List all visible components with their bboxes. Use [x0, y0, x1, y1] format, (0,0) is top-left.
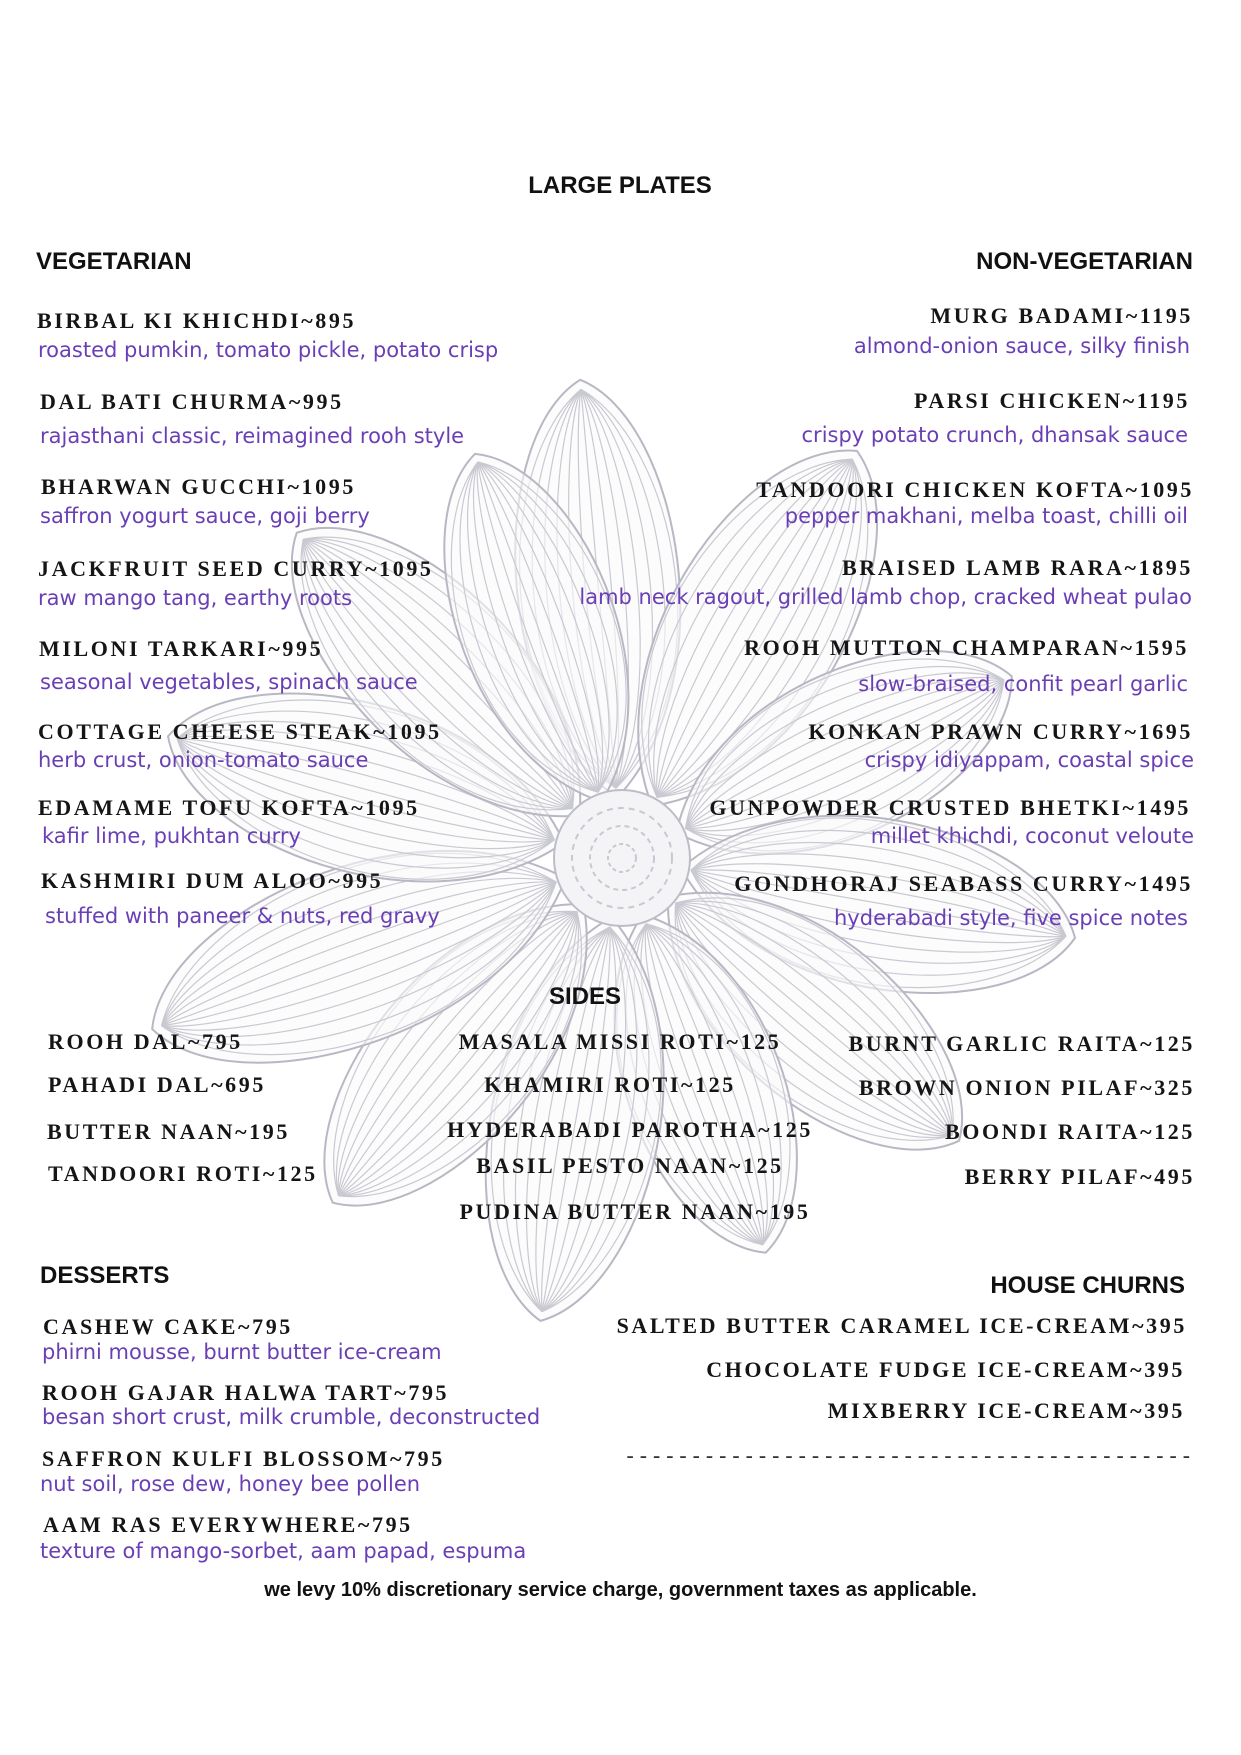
side-item: PAHADI DAL~695	[48, 1072, 266, 1097]
nonveg-item-name: MURG BADAMI~1195	[930, 303, 1193, 328]
side-item: BURNT GARLIC RAITA~125	[848, 1031, 1195, 1056]
veg-item-desc: stuffed with paneer & nuts, red gravy	[45, 904, 440, 928]
side-item: MASALA MISSI ROTI~125	[458, 1029, 782, 1054]
dessert-item-name: CASHEW CAKE~795	[43, 1314, 293, 1339]
house-churns-heading: HOUSE CHURNS	[990, 1272, 1185, 1299]
veg-item-desc: rajasthani classic, reimagined rooh style	[40, 424, 465, 448]
side-item: BERRY PILAF~495	[964, 1164, 1195, 1189]
service-charge-note: we levy 10% discretionary service charge, government taxes as applicable.	[264, 1579, 977, 1601]
nonveg-item-name: GONDHORAJ SEABASS CURRY~1495	[734, 871, 1193, 896]
veg-item-desc: raw mango tang, earthy roots	[38, 586, 353, 610]
side-item: KHAMIRI ROTI~125	[484, 1072, 736, 1097]
veg-item-desc: roasted pumkin, tomato pickle, potato crisp	[38, 338, 499, 362]
sides-heading: SIDES	[548, 983, 622, 1010]
nonveg-item-name: GUNPOWDER CRUSTED BHETKI~1495	[709, 795, 1191, 820]
veg-item-name: JACKFRUIT SEED CURRY~1095	[38, 556, 434, 581]
side-item: PUDINA BUTTER NAAN~195	[459, 1199, 811, 1224]
dessert-item-desc: nut soil, rose dew, honey bee pollen	[40, 1472, 421, 1496]
page-title: LARGE PLATES	[528, 172, 712, 199]
nonveg-item-name: KONKAN PRAWN CURRY~1695	[808, 719, 1193, 744]
veg-item-name: BHARWAN GUCCHI~1095	[41, 474, 356, 499]
veg-item-name: EDAMAME TOFU KOFTA~1095	[38, 795, 420, 820]
veg-item-desc: kafir lime, pukhtan curry	[42, 824, 301, 848]
veg-item-desc: seasonal vegetables, spinach sauce	[40, 670, 418, 694]
churn-item: SALTED BUTTER CARAMEL ICE-CREAM~395	[616, 1313, 1187, 1338]
nonveg-item-name: PARSI CHICKEN~1195	[913, 388, 1190, 413]
veg-item-name: KASHMIRI DUM ALOO~995	[41, 868, 384, 893]
nonveg-item-name: BRAISED LAMB RARA~1895	[842, 555, 1193, 580]
side-item: BOONDI RAITA~125	[944, 1119, 1195, 1144]
side-item: BUTTER NAAN~195	[47, 1119, 290, 1144]
nonveg-item-desc: millet khichdi, coconut veloute	[870, 824, 1194, 848]
side-item: HYDERABADI PAROTHA~125	[447, 1117, 813, 1142]
side-item: BASIL PESTO NAAN~125	[476, 1153, 784, 1178]
side-item: ROOH DAL~795	[48, 1029, 243, 1054]
veg-item-name: BIRBAL KI KHICHDI~895	[37, 308, 357, 333]
nonveg-item-desc: crispy potato crunch, dhansak sauce	[801, 423, 1188, 447]
veg-item-name: COTTAGE CHEESE STEAK~1095	[38, 719, 442, 744]
nonveg-item-desc: pepper makhani, melba toast, chilli oil	[784, 504, 1188, 528]
desserts-heading: DESSERTS	[40, 1262, 170, 1289]
dessert-item-name: ROOH GAJAR HALWA TART~795	[42, 1380, 450, 1405]
nonveg-item-desc: hyderabadi style, five spice notes	[834, 906, 1188, 930]
dessert-item-name: AAM RAS EVERYWHERE~795	[43, 1512, 413, 1537]
nonveg-item-desc: almond-onion sauce, silky finish	[853, 334, 1190, 358]
dessert-item-desc: besan short crust, milk crumble, deconstructed	[42, 1405, 541, 1429]
flower-center	[554, 790, 690, 926]
nonveg-item-name: TANDOORI CHICKEN KOFTA~1095	[756, 477, 1194, 502]
veg-item-desc: saffron yogurt sauce, goji berry	[40, 504, 370, 528]
non-vegetarian-heading: NON-VEGETARIAN	[976, 248, 1193, 275]
veg-item-desc: herb crust, onion-tomato sauce	[38, 748, 369, 772]
dessert-item-desc: texture of mango-sorbet, aam papad, espuma	[40, 1539, 527, 1563]
dessert-item-name: SAFFRON KULFI BLOSSOM~795	[42, 1446, 445, 1471]
dessert-item-desc: phirni mousse, burnt butter ice-cream	[42, 1340, 442, 1364]
vegetarian-heading: VEGETARIAN	[36, 248, 192, 275]
side-item: BROWN ONION PILAF~325	[858, 1075, 1195, 1100]
nonveg-item-desc: lamb neck ragout, grilled lamb chop, cracked wheat pulao	[579, 585, 1192, 609]
side-item: TANDOORI ROTI~125	[48, 1161, 318, 1186]
nonveg-item-desc: slow-braised, confit pearl garlic	[858, 672, 1188, 696]
veg-item-name: DAL BATI CHURMA~995	[40, 389, 344, 414]
veg-item-name: MILONI TARKARI~995	[39, 636, 324, 661]
nonveg-item-desc: crispy idiyappam, coastal spice	[864, 748, 1194, 772]
nonveg-item-name: ROOH MUTTON CHAMPARAN~1595	[744, 635, 1189, 660]
churn-item: MIXBERRY ICE-CREAM~395	[827, 1398, 1185, 1423]
churn-item: CHOCOLATE FUDGE ICE-CREAM~395	[706, 1357, 1185, 1382]
divider-line: -------------------------------------------	[623, 1444, 1193, 1469]
